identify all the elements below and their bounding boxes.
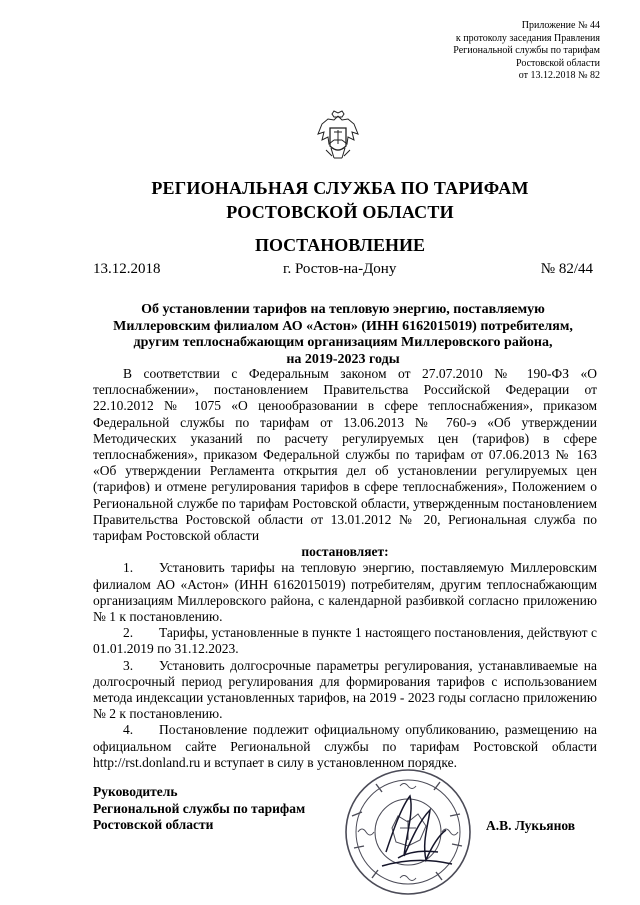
appendix-line: Приложение № 44 bbox=[521, 20, 600, 31]
decree-word: постановляет: bbox=[301, 544, 389, 560]
signer-position-line: Руководитель bbox=[93, 784, 178, 799]
appendix-line: Региональной службы по тарифам bbox=[453, 45, 600, 57]
document-body bbox=[93, 366, 597, 771]
document-type: ПОСТАНОВЛЕНИЕ bbox=[254, 235, 426, 255]
document-place: г. Ростов-на-Дону bbox=[283, 261, 397, 277]
signer-position-line: Региональной службы по тарифам bbox=[93, 800, 306, 816]
document-subject bbox=[93, 302, 593, 368]
decree-item-3 bbox=[93, 658, 597, 723]
item-text: Установить тарифы на тепловую энергию, поставляемую Миллеровским филиалом АО «Астон» (ИНН 6162015019) потребителям, другим теплоснабжающим организациям Миллеровского района, с календарной разбивкой согласно приложению № 1 к постановлению. bbox=[93, 560, 597, 625]
decree-item-1 bbox=[93, 560, 597, 625]
document-date: 13.12.2018 bbox=[93, 261, 161, 277]
item-number: 3. bbox=[123, 657, 134, 673]
subject-line: Миллеровским филиалом АО «Астон» (ИНН 6162015019) потребителям, bbox=[113, 318, 573, 334]
organization-title bbox=[60, 176, 620, 224]
appendix-line: к протоколу заседания Правления bbox=[455, 32, 600, 44]
item-text: Установить долгосрочные параметры регулирования, устанавливаемые на долгосрочный период регулирования для формирования тарифов с использованием метода индексации установленных тарифов, на 2019 - 2023 годы согласно приложению № 2 к постановлению. bbox=[93, 657, 597, 722]
official-stamp-icon bbox=[342, 766, 474, 898]
appendix-line: Ростовской области bbox=[516, 57, 600, 69]
item-text: Тарифы, установленные в пункте 1 настоящего постановления, действуют с 01.01.2019 по 31.12.2023. bbox=[93, 625, 597, 657]
item-text: Постановление подлежит официальному опубликованию, размещению на официальном сайте Региональной службы по тарифам Ростовской области http://rst.donland.ru и вступает в силу в установленном порядке. bbox=[93, 722, 597, 770]
signer-position-line: Ростовской области bbox=[93, 817, 214, 833]
coat-of-arms-icon bbox=[314, 110, 362, 164]
subject-line: другим теплоснабжающим организациям Миллеровского района, bbox=[133, 335, 553, 350]
organization-title-line: РОСТОВСКОЙ ОБЛАСТИ bbox=[226, 202, 454, 222]
document-meta-row bbox=[93, 258, 593, 280]
item-number: 4. bbox=[123, 722, 134, 738]
subject-line: Об установлении тарифов на тепловую энергию, поставляемую bbox=[141, 302, 545, 317]
document-number: № 82/44 bbox=[540, 261, 593, 277]
item-number: 1. bbox=[123, 560, 134, 576]
signer-position bbox=[93, 784, 353, 834]
decree-item-4 bbox=[93, 722, 597, 771]
organization-title-line: РЕГИОНАЛЬНАЯ СЛУЖБА ПО ТАРИФАМ bbox=[151, 178, 529, 198]
decree-item-2 bbox=[93, 625, 597, 657]
signer-name: А.В. Лукьянов bbox=[486, 818, 576, 833]
subject-line: на 2019-2023 годы bbox=[286, 351, 400, 367]
appendix-reference bbox=[340, 20, 600, 83]
preamble-paragraph: В соответствии с Федеральным законом от 27.07.2010 № 190-ФЗ «О теплоснабжении», постановлением Правительства Российской Федерации от 22.10.2012 № 1075 «О ценообразовании в сфере теплоснабжения», приказом Федеральной службы по тарифам от 13.06.2013 № 760-э «Об утверждении Методических указаний по расчету регулируемых цен (тарифов) в сфере теплоснабжения», приказом Федеральной службы по тарифам от 07.06.2013 № 163 «Об утверждении Регламента открытия дел об установлении регулируемых цен (тарифов) и отмене регулирования тарифов в сфере теплоснабжения», Положением о Региональной службе по тарифам Ростовской области, утвержденным постановлением Правительства Ростовской области от 13.01.2012 № 20, Региональная служба по тарифам Ростовской области bbox=[93, 366, 597, 544]
appendix-line: от 13.12.2018 № 82 bbox=[518, 70, 600, 82]
item-number: 2. bbox=[123, 625, 134, 641]
